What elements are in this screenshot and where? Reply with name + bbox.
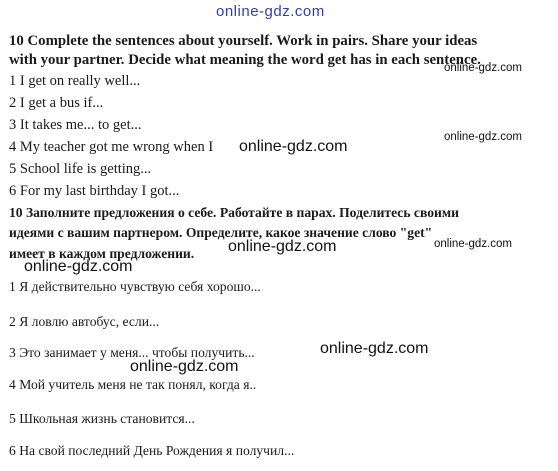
watermark-overlay: online-gdz.com	[434, 238, 512, 250]
watermark-overlay: online-gdz.com	[228, 238, 337, 255]
exercise-item-ru-1: 1 Я действительно чувствую себя хорошо...	[9, 279, 261, 294]
exercise-item-en-1: 1 I get on really well...	[9, 73, 141, 89]
watermark-overlay: online-gdz.com	[444, 131, 522, 143]
watermark-overlay: online-gdz.com	[239, 138, 348, 155]
exercise-item-ru-6: 6 На свой последний День Рождения я получил...	[9, 443, 295, 458]
exercise-item-en-3: 3 It takes me... to get...	[9, 117, 142, 133]
exercise-item-en-2: 2 I get a bus if...	[9, 95, 104, 111]
watermark-top: online-gdz.com	[216, 3, 325, 20]
exercise-heading-en-line1: 10 Complete the sentences about yourself. Work in pairs. Share your ideas	[9, 33, 478, 49]
exercise-item-ru-3: 3 Это занимает у меня... чтобы получить...	[9, 345, 255, 360]
exercise-heading-ru-line2: идеями с вашим партнером. Определите, какое значение слово "get"	[9, 225, 433, 240]
exercise-item-ru-4: 4 Мой учитель меня не так понял, когда я..	[9, 377, 257, 392]
watermark-overlay: online-gdz.com	[130, 358, 239, 375]
exercise-item-en-6: 6 For my last birthday I got...	[9, 183, 180, 199]
exercise-heading-ru-line1: 10 Заполните предложения о себе. Работайте в парах. Поделитесь своими	[9, 205, 459, 220]
exercise-item-en-4: 4 My teacher got me wrong when I	[9, 139, 214, 155]
exercise-item-ru-5: 5 Школьная жизнь становится...	[9, 411, 195, 426]
watermark-overlay: online-gdz.com	[444, 62, 522, 74]
exercise-heading-ru-line3: имеет в каждом предложении.	[9, 246, 195, 261]
exercise-item-en-5: 5 School life is getting...	[9, 161, 152, 177]
watermark-overlay: online-gdz.com	[320, 340, 429, 357]
exercise-item-ru-2: 2 Я ловлю автобус, если...	[9, 314, 160, 329]
exercise-heading-en-line2: with your partner. Decide what meaning the word get has in each sentence.	[9, 52, 481, 68]
watermark-overlay: online-gdz.com	[24, 258, 133, 275]
